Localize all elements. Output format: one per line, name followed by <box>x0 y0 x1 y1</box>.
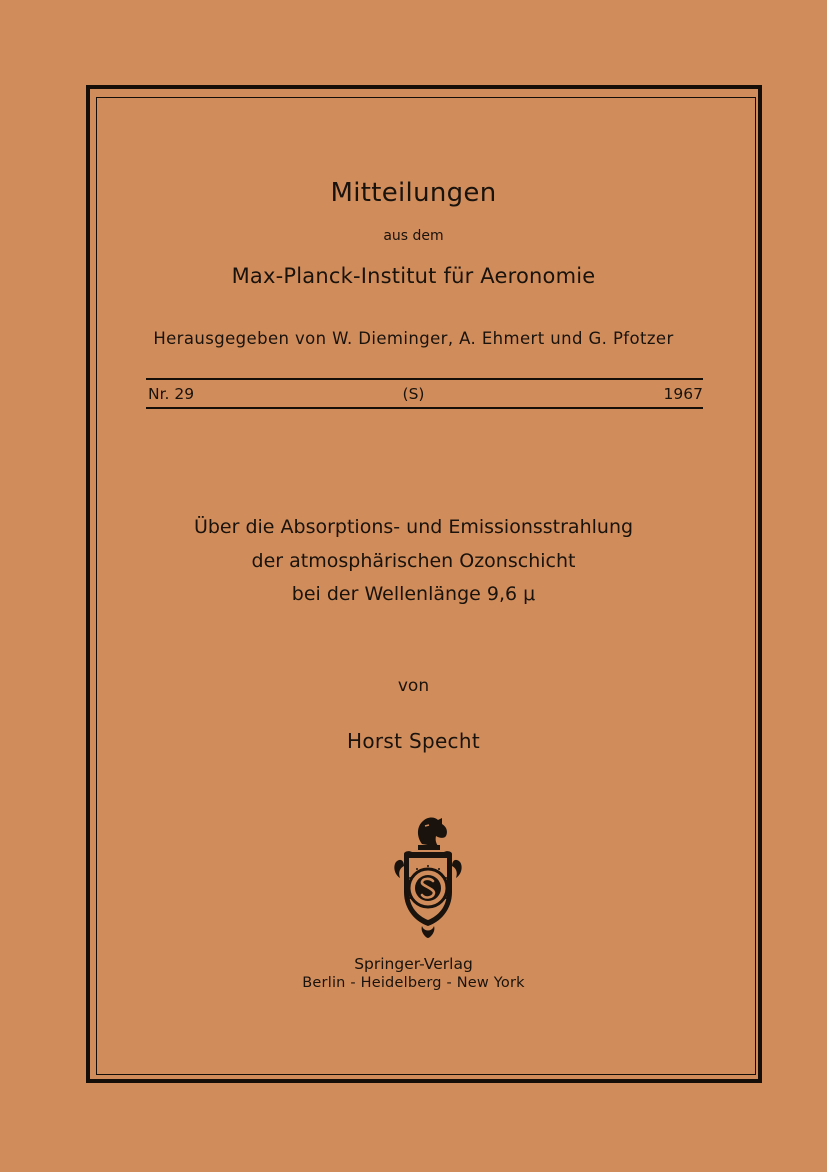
top-rule <box>146 378 703 380</box>
publication-year: 1967 <box>663 385 703 403</box>
aus-dem-label: aus dem <box>383 228 444 244</box>
bottom-rule <box>146 407 703 409</box>
title-line-1: Über die Absorptions- und Emissionsstrahlung <box>193 516 634 538</box>
series-title: Mitteilungen <box>330 178 497 208</box>
publisher-name: Springer-Verlag <box>354 955 473 973</box>
author-name: Horst Specht <box>347 729 480 753</box>
springer-knight-icon <box>392 814 464 940</box>
title-line-2: der atmosphärischen Ozonschicht <box>251 550 576 572</box>
publisher-places: Berlin - Heidelberg - New York <box>302 975 525 991</box>
title-line-3: bei der Wellenlänge 9,6 μ <box>291 583 536 605</box>
institute-name: Max-Planck-Institut für Aeronomie <box>231 264 596 288</box>
editors-line: Herausgegeben von W. Dieminger, A. Ehmert und G. Pfotzer <box>153 329 674 348</box>
series-code: (S) <box>402 385 425 403</box>
von-label: von <box>397 676 430 696</box>
issue-number: Nr. 29 <box>148 385 195 403</box>
